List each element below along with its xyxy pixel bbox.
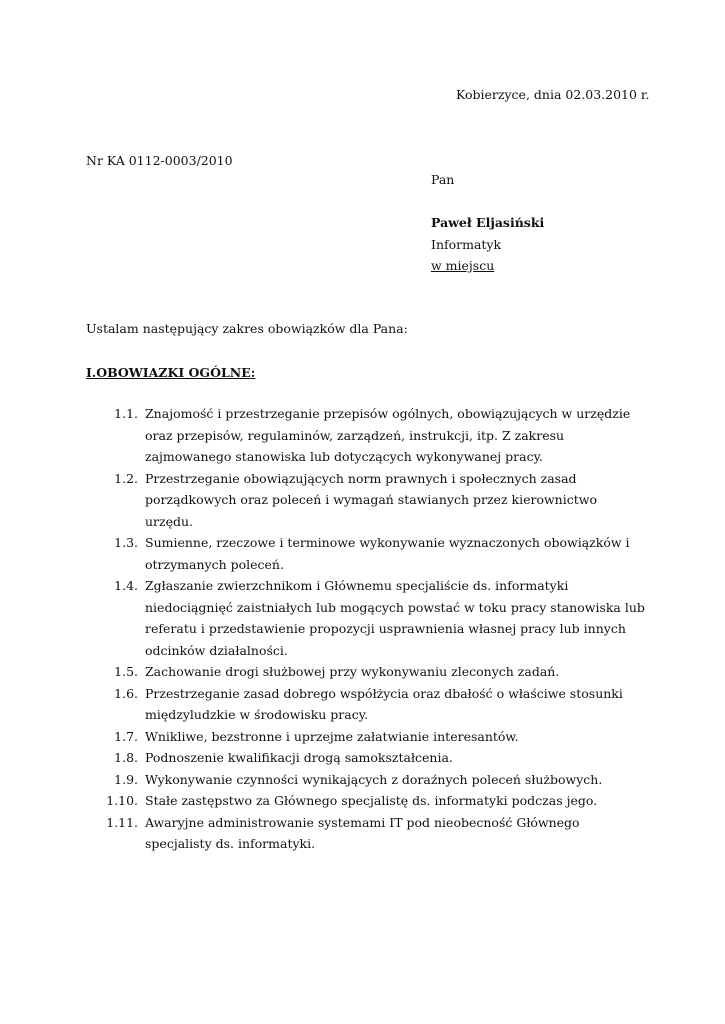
addressee-gap	[431, 191, 691, 213]
list-item	[86, 790, 646, 812]
item-number: 1.10.	[106, 793, 138, 808]
item-number: 1.7.	[114, 728, 138, 744]
addressee-location: w miejscu	[431, 258, 495, 273]
item-text: Zgłaszanie zwierzchnikom i Głównemu specjaliście ds. informatyki niedociągnięć zaistniałych lub mogących powstać w toku pracy stanowiska lub referatu i przedstawienie propozycji usprawnienia własnej pracy lub innych odcinków działalności.	[145, 578, 645, 658]
date-line: Kobierzyce, dnia 02.03.2010 r.	[456, 87, 650, 102]
list-item	[86, 403, 646, 468]
list-item	[86, 726, 646, 748]
item-text: Zachowanie drogi służbowej przy wykonywaniu zleconych zadań.	[145, 664, 560, 679]
item-text: Awaryjne administrowanie systemami IT pod nieobecność Głównego specjalisty ds. informatyki.	[145, 814, 580, 851]
item-number: 1.1.	[114, 406, 138, 421]
item-number: 1.4.	[114, 578, 138, 593]
section-title: I.OBOWIAZKI OGÓLNE:	[86, 365, 256, 380]
item-number: 1.2.	[114, 470, 138, 486]
item-number: 1.8.	[114, 750, 138, 765]
list-item	[86, 468, 646, 533]
reference-number: Nr KA 0112-0003/2010	[86, 153, 233, 168]
item-number: 1.11.	[106, 814, 138, 830]
addressee-block	[431, 169, 691, 277]
item-text: Przestrzeganie zasad dobrego współżycia oraz dbałość o właściwe stosunki międzyludzkie w środowisku pracy.	[145, 685, 623, 722]
addressee-position: Informatyk	[431, 236, 502, 252]
intro-text: Ustalam następujący zakres obowiązków dla Pana:	[86, 321, 408, 336]
list-item	[86, 747, 646, 769]
list-item	[86, 532, 646, 575]
list-item	[86, 575, 646, 661]
item-number: 1.9.	[114, 771, 138, 787]
duties-list	[86, 403, 646, 855]
item-text: Znajomość i przestrzeganie przepisów ogólnych, obowiązujących w urzędzie oraz przepisów, regulaminów, zarządzeń, instrukcji, itp. Z zakresu zajmowanego stanowiska lub dotyczących wykonywanej pracy.	[145, 406, 631, 464]
list-item	[86, 661, 646, 683]
list-item	[86, 812, 646, 855]
list-item	[86, 769, 646, 791]
addressee-name: Paweł Eljasiński	[431, 215, 545, 230]
item-text: Sumienne, rzeczowe i terminowe wykonywanie wyznaczonych obowiązków i otrzymanych poleceń.	[145, 535, 630, 572]
item-text: Wnikliwe, bezstronne i uprzejme załatwianie interesantów.	[145, 728, 519, 744]
item-number: 1.3.	[114, 535, 138, 550]
item-text: Stałe zastępstwo za Głównego specjalistę ds. informatyki podczas jego.	[145, 793, 598, 808]
item-text: Podnoszenie kwalifikacji drogą samokształcenia.	[145, 750, 453, 765]
item-number: 1.5.	[114, 664, 138, 679]
list-item	[86, 683, 646, 726]
item-number: 1.6.	[114, 685, 138, 701]
item-text: Wykonywanie czynności wynikających z doraźnych poleceń służbowych.	[145, 771, 603, 787]
item-text: Przestrzeganie obowiązujących norm prawnych i społecznych zasad porządkowych oraz poleceń i wymagań stawianych przez kierownictwo urzędu.	[145, 470, 597, 529]
addressee-salutation: Pan	[431, 172, 455, 187]
